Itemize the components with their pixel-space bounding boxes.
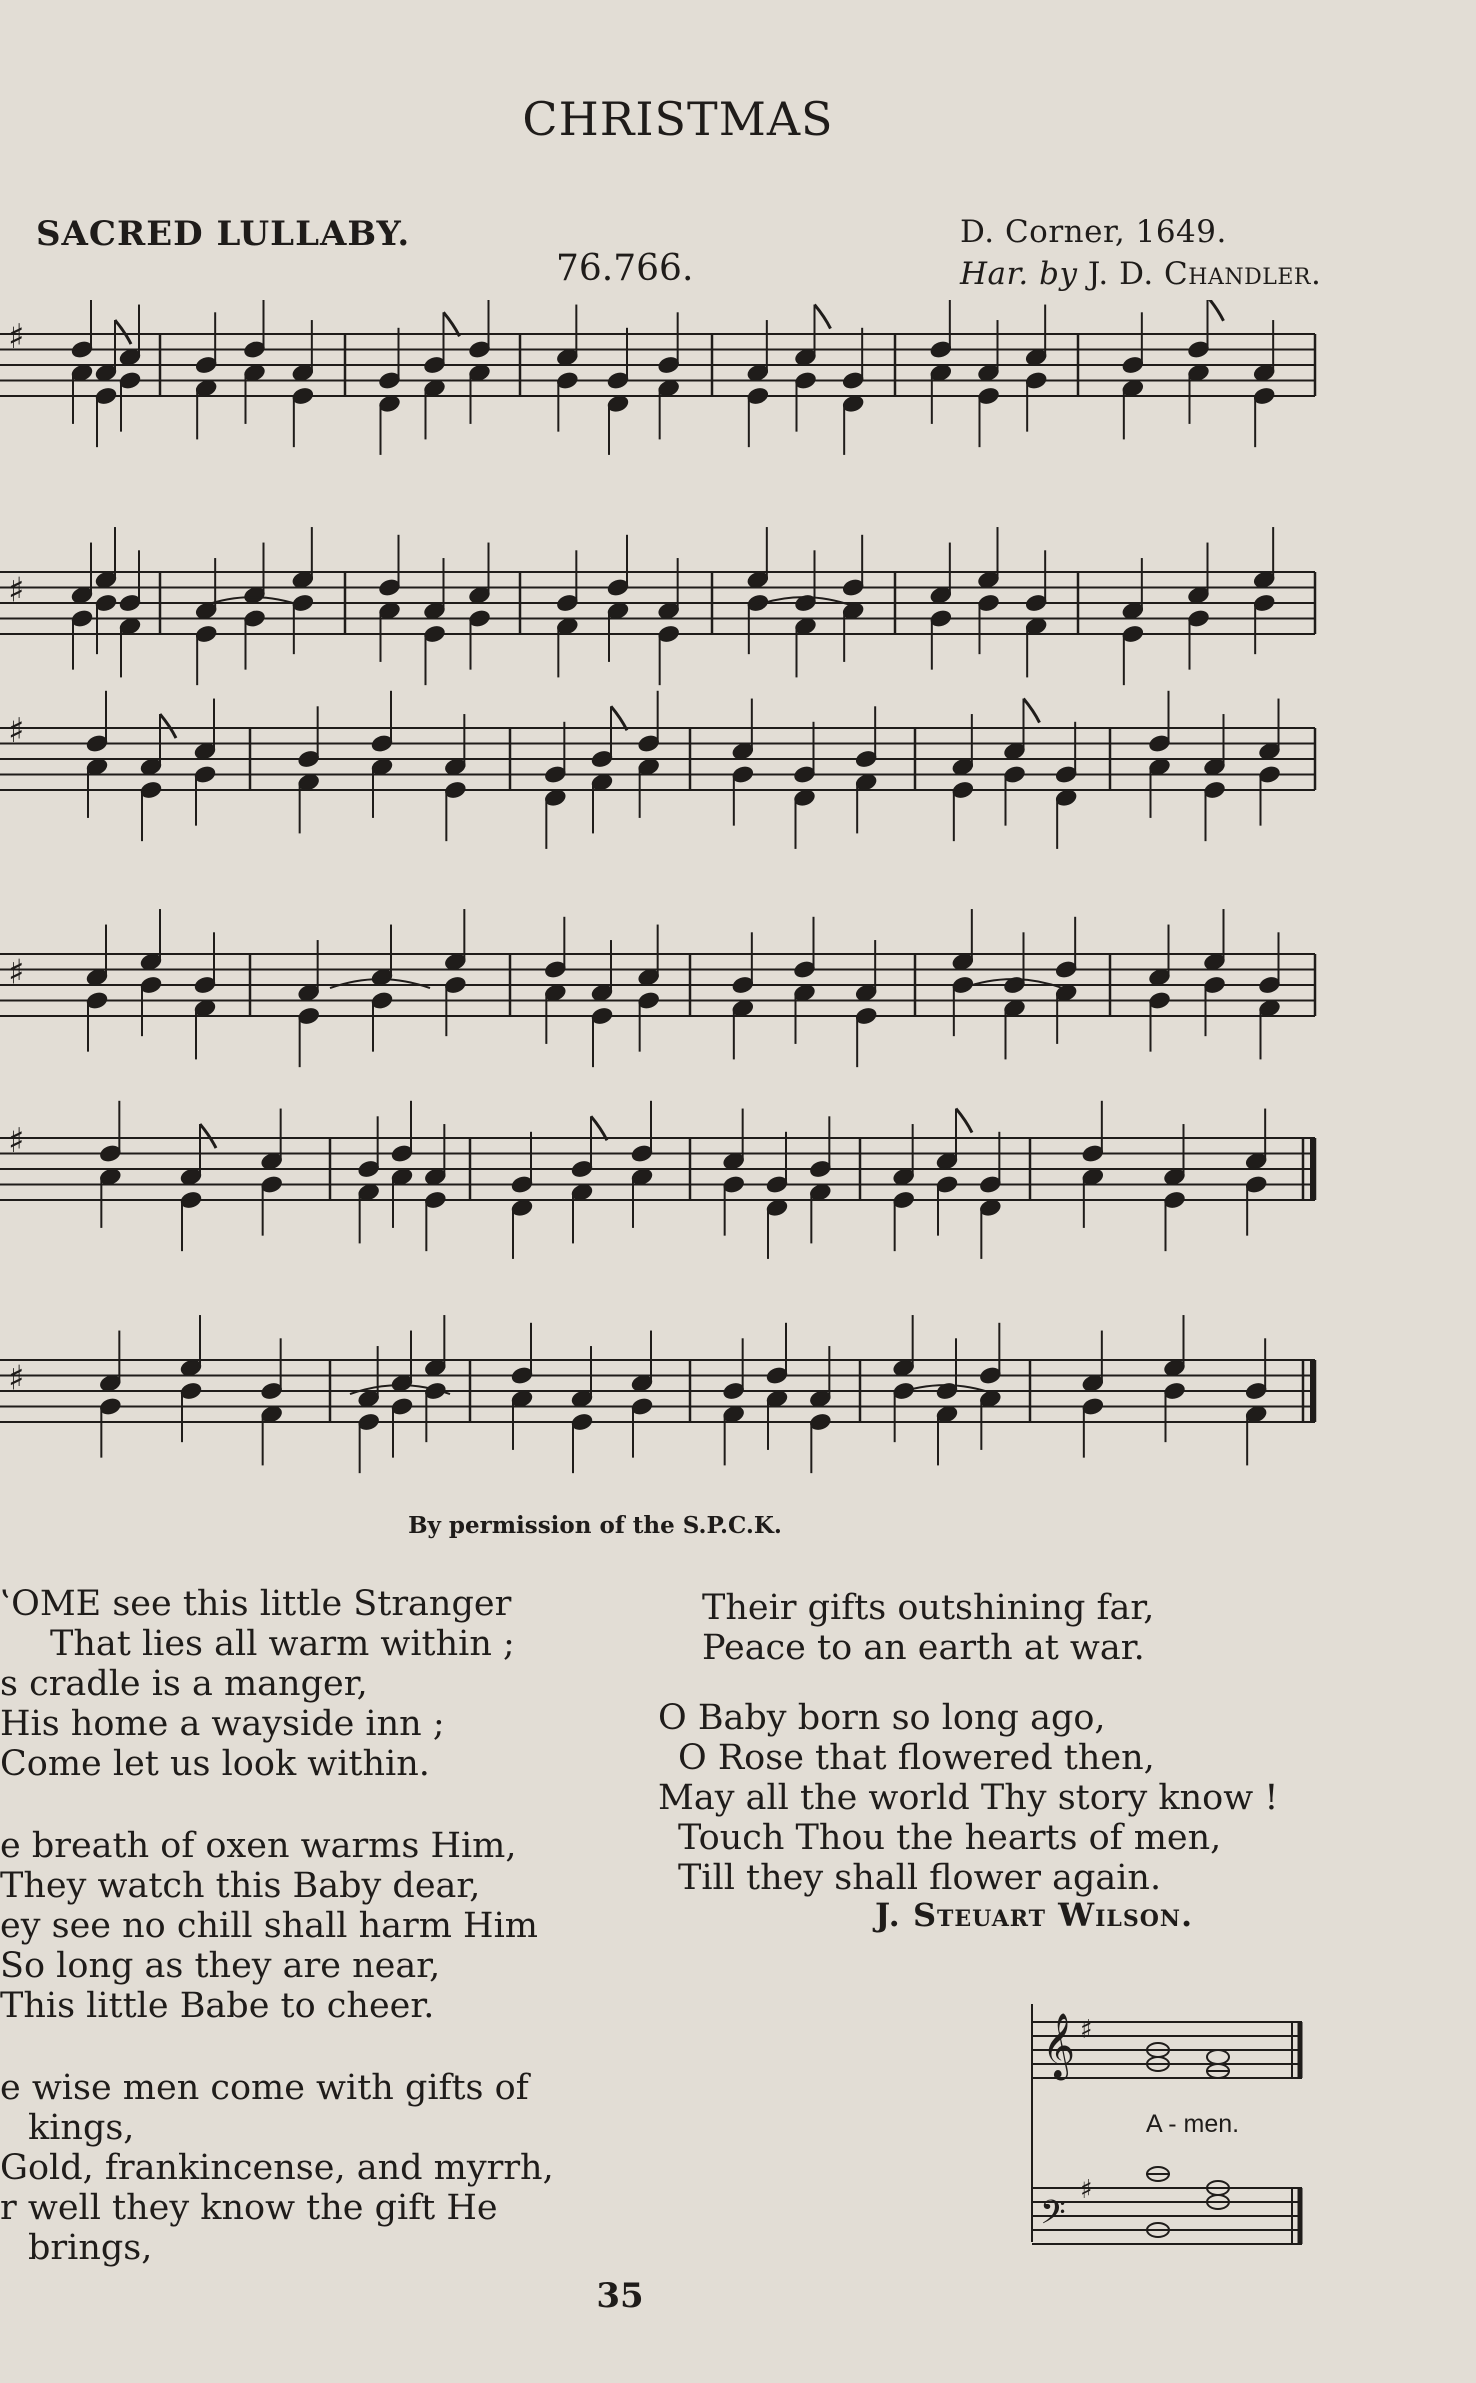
sharp-icon: ♯ (8, 316, 25, 357)
verse-line: O Baby born so long ago, (658, 1698, 1106, 1738)
amen-text: A - men. (1146, 2110, 1240, 2138)
sharp-icon: ♯ (8, 1120, 25, 1161)
running-title: CHRISTMAS (522, 92, 834, 146)
verse-2 (0, 1826, 538, 2026)
verse-line: e breath of oxen warms Him, (0, 1826, 517, 1866)
verse-line: brings, (28, 2228, 153, 2268)
author-credit: J. Steuart Wilson. (875, 1896, 1194, 1934)
verse-line: They watch this Baby dear, (0, 1866, 481, 1906)
permission-note: By permission of the S.P.C.K. (408, 1512, 782, 1539)
page-number: 35 (596, 2276, 644, 2316)
flag (160, 714, 176, 738)
verse-line: ‛OME see this little Stranger (0, 1584, 512, 1624)
treble-clef-icon: 𝄞 (1042, 2013, 1076, 2078)
verse-line: s cradle is a manger, (0, 1664, 368, 1704)
music-score (0, 300, 1340, 1510)
verse-line: Peace to an earth at war. (702, 1628, 1145, 1668)
verse-line: e wise men come with gifts of (0, 2068, 529, 2108)
verse-line: This little Babe to cheer. (0, 1986, 435, 2026)
flag (444, 312, 460, 336)
flag (1024, 699, 1040, 723)
flag (815, 305, 831, 329)
verse-line: Touch Thou the hearts of men, (678, 1818, 1222, 1858)
flag (591, 1116, 607, 1140)
verse-line: kings, (28, 2108, 135, 2148)
verse-1 (0, 1584, 515, 1784)
verse-line: Till they shall flower again. (678, 1858, 1162, 1898)
harmonizer-name: J. D. Chandler. (1087, 256, 1322, 292)
sharp-icon: ♯ (8, 1358, 25, 1399)
flag (115, 320, 131, 344)
verse-line: O Rose that flowered then, (678, 1738, 1155, 1778)
verse-line: Gold, frankincense, and myrrh, (0, 2148, 554, 2188)
tune-name: SACRED LULLABY. (36, 214, 411, 254)
verse-line: Their gifts outshining far, (702, 1588, 1155, 1628)
verse-line: So long as they are near, (0, 1946, 441, 1986)
sharp-icon: ♯ (8, 570, 25, 611)
composer-credit: D. Corner, 1649. (960, 214, 1227, 250)
svg-text:♯: ♯ (1080, 2175, 1093, 2205)
flag (1208, 300, 1224, 321)
harmonizer-prefix: Har. by (960, 256, 1078, 292)
score-systems (0, 300, 1315, 1473)
svg-text:♯: ♯ (1080, 2015, 1093, 2045)
sharp-icon: ♯ (8, 710, 25, 751)
bass-clef-icon: 𝄢 (1040, 2194, 1066, 2240)
verse-3 (0, 2068, 600, 2268)
sharp-icon: ♯ (8, 952, 25, 993)
verse-line: That lies all warm within ; (50, 1624, 515, 1664)
flag (611, 706, 627, 730)
verse-4 (658, 1698, 1278, 1898)
flag (956, 1109, 972, 1133)
harmonizer-credit (960, 256, 1321, 292)
verse-line: ey see no chill shall harm Him (0, 1906, 538, 1946)
flag (200, 1124, 216, 1148)
verse-line: His home a wayside inn ; (0, 1704, 445, 1744)
verse-line: r well they know the gift He (0, 2188, 498, 2228)
verse-line: Come let us look within. (0, 1744, 430, 1784)
verse-3-continued (702, 1588, 1154, 1668)
verse-line: May all the world Thy story know ! (658, 1778, 1279, 1818)
meter: 76.766. (556, 248, 694, 289)
